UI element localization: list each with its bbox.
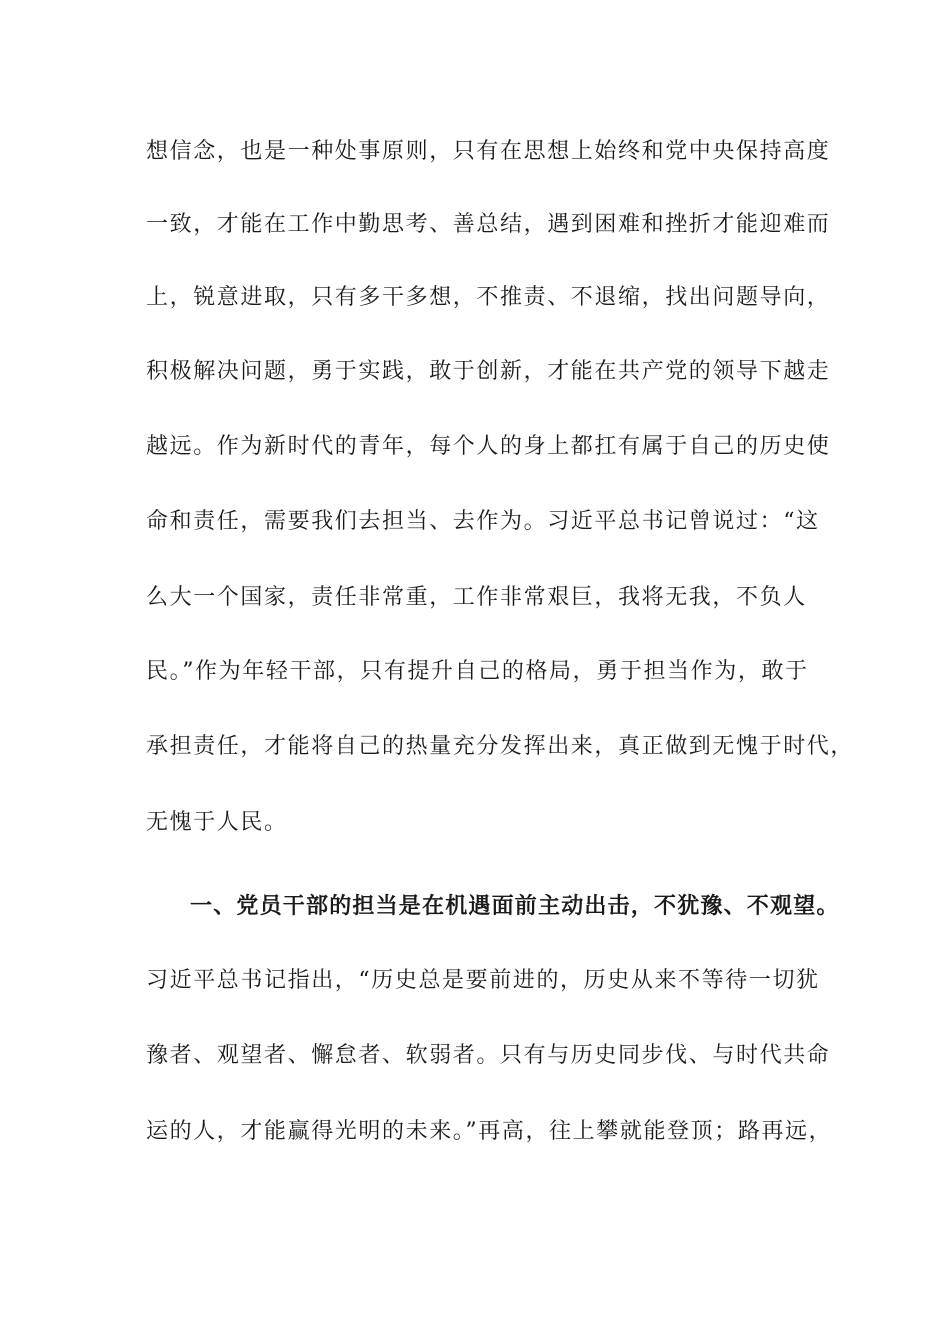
paragraph-line: 无愧于人民。 [146, 810, 288, 835]
paragraph-line: 习近平总书记指出，“历史总是要前进的，历史从来不等待一切犹 [146, 968, 820, 993]
paragraph-line: 命和责任，需要我们去担当、去作为。习近平总书记曾说过：“这 [146, 509, 820, 534]
section-heading: 一、党员干部的担当是在机遇面前主动出击，不犹豫、不观望。 [190, 893, 840, 919]
paragraph-line: 运的人，才能赢得光明的未来。”再高，往上攀就能登顶；路再远， [146, 1119, 833, 1144]
paragraph-line: 上，锐意进取，只有多干多想，不推责、不退缩，找出问题导向， [146, 285, 831, 310]
paragraph-line: 么大一个国家，责任非常重，工作非常艰巨，我将无我，不负人 [146, 585, 807, 610]
paragraph-line: 想信念，也是一种处事原则，只有在思想上始终和党中央保持高度 [146, 139, 831, 164]
paragraph-line: 一致，才能在工作中勤思考、善总结，遇到困难和挫折才能迎难而 [146, 212, 831, 237]
paragraph-line: 豫者、观望者、懈怠者、软弱者。只有与历史同步伐、与时代共命 [146, 1043, 831, 1068]
paragraph-line: 民。”作为年轻干部，只有提升自己的格局，勇于担当作为，敢于 [146, 659, 809, 684]
paragraph-line: 越远。作为新时代的青年，每个人的身上都扛有属于自己的历史使 [146, 434, 831, 459]
paragraph-line: 积极解决问题，勇于实践，敢于创新，才能在共产党的领导下越走 [146, 359, 831, 384]
paragraph-line: 承担责任，才能将自己的热量充分发挥出来，真正做到无愧于时代， [146, 734, 855, 759]
